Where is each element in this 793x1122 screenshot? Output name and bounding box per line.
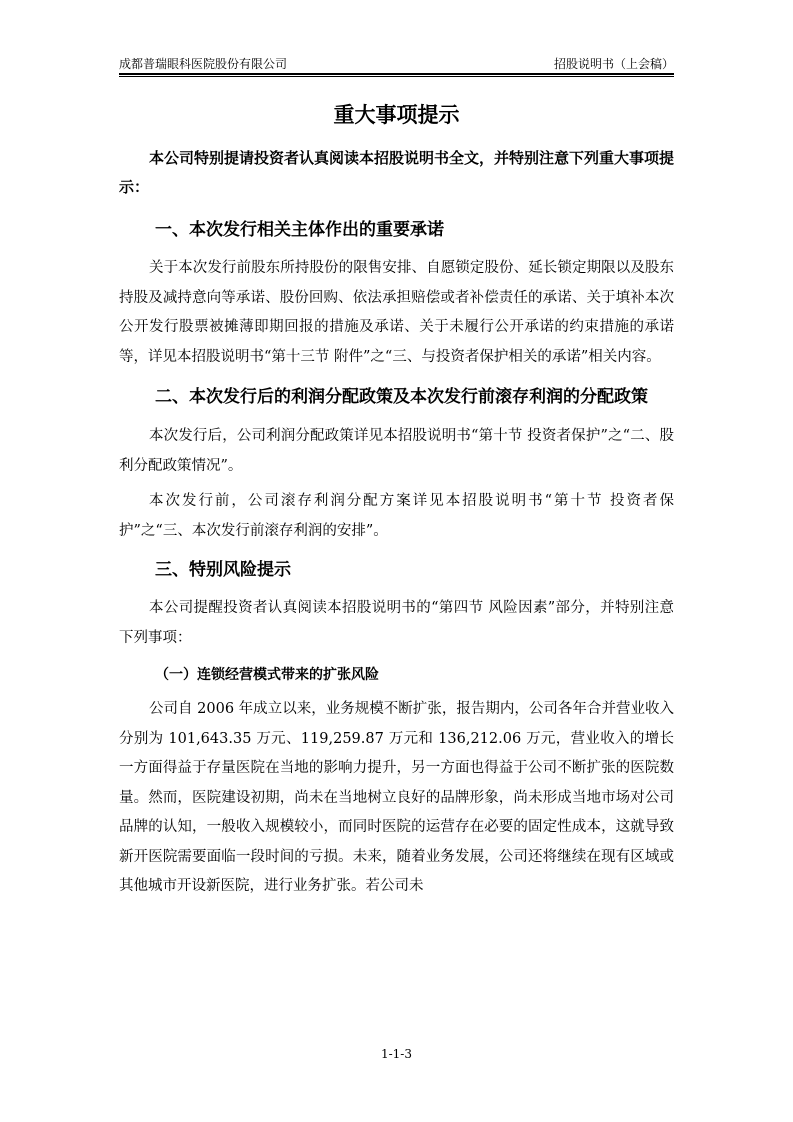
section-3-paragraph: 本公司提醒投资者认真阅读本招股说明书的“第四节 风险因素”部分，并特别注意下列事项： [119,600,674,646]
section-1-paragraph: 关于本次发行前股东所持股份的限售安排、自愿锁定股份、延长锁定期限以及股东持股及减持意向等承诺、股份回购、依法承担赔偿或者补偿责任的承诺、关于填补本次公开发行股票被摊薄即期回报的措施及承诺、关于未履行公开承诺的约束措施的承诺等，详见本招股说明书“第十三节 附件”之“三、与投资者保护相关的承诺”相关内容。 [119,260,674,365]
section-2-heading: 二、本次发行后的利润分配政策及本次发行前滚存利润的分配政策 [155,387,648,407]
section-3-heading: 三、特别风险提示 [155,560,291,580]
section-1-heading: 一、本次发行相关主体作出的重要承诺 [155,220,444,240]
subsection-1-paragraph: 公司自 2006 年成立以来，业务规模不断扩张，报告期内，公司各年合并营业收入分别为 101,643.35 万元、119,259.87 万元和 136,212.06 万元，营业收入的增长一方面得益于存量医院在当地的影响力提升，另一方面也得益于公司不断扩张的医院数量。然而，医院建设初期，尚未在当地树立良好的品牌形象，尚未形成当地市场对公司品牌的认知，一般收入规模较小，而同时医院的运营存在必要的固定性成本，这就导致新开医院需要面临一段时间的亏损。未来，随着业务发展，公司还将继续在现有区域或其他城市开设新医院，进行业务扩张。若公司未 [119,701,674,894]
header-document-type: 招股说明书（上会稿） [553,57,674,71]
page-number: 1-1-3 [380,1047,412,1061]
header-rule-thin [119,76,674,77]
intro-paragraph: 本公司特别提请投资者认真阅读本招股说明书全文，并特别注意下列重大事项提示： [119,149,675,196]
page-title: 重大事项提示 [333,103,460,127]
section-2-paragraph-1: 本次发行后，公司利润分配政策详见本招股说明书“第十节 投资者保护”之“二、股利分配政策情况”。 [119,428,674,474]
page-content [119,98,674,908]
header-rule-thick [119,73,674,75]
subsection-1-heading: （一）连锁经营模式带来的扩张风险 [155,667,379,683]
header-company-name: 成都普瑞眼科医院股份有限公司 [119,57,288,71]
section-2-paragraph-2: 本次发行前，公司滚存利润分配方案详见本招股说明书“第十节 投资者保护”之“三、本次发行前滚存利润的安排”。 [119,493,674,539]
